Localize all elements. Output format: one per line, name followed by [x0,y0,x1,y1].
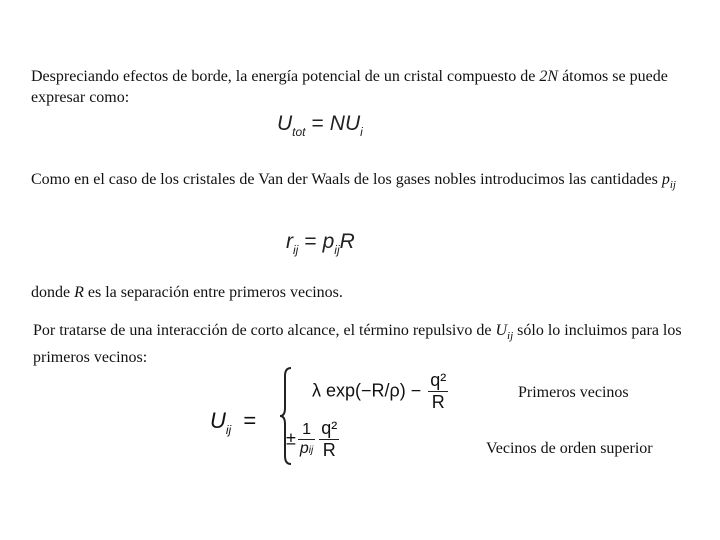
fraction [428,370,448,413]
fraction-denominator: R [319,439,339,461]
variable-2n: 2N [539,68,559,85]
fraction-denominator [298,439,315,458]
equation-rij [286,230,355,257]
eq-symbol: R [339,230,355,253]
variable-p: p [661,171,670,188]
fraction [298,421,315,458]
eq-operator: = [311,112,324,135]
condition-first-neighbors: Primeros vecinos [518,384,629,401]
fraction-numerator: 1 [302,421,312,438]
piecewise-case-higher [286,418,341,461]
equation-total-energy [277,112,363,139]
paragraph-text: donde [31,284,75,301]
fraction-denominator: R [428,391,448,413]
paragraph-van-der-waals [31,169,703,196]
eq-subscript: i [360,125,363,139]
eq-symbol: p [299,440,309,457]
eq-symbol: p [322,230,335,253]
piecewise-case-first [312,370,450,413]
eq-subscript: ij [293,243,299,257]
eq-operator: = [243,408,257,433]
fraction-numerator: q² [430,370,447,390]
eq-subscript: tot [292,125,306,139]
eq-subscript: ij [334,243,340,257]
paragraph-text: Despreciando efectos de borde, la energía potencial de un cristal compuesto de [31,68,540,85]
variable-subscript: ij [669,179,676,191]
variable-r: R [74,284,84,301]
eq-subscript: ij [225,423,232,437]
eq-symbol: U [277,112,293,135]
eq-symbol: U [210,408,226,433]
paragraph-text: Por tratarse de una interacción de corto alcance, el término repulsivo de [33,322,496,339]
eq-symbol: NU [329,112,361,135]
fraction-numerator: q² [321,418,338,438]
paragraph-r-definition [31,282,703,303]
condition-higher-neighbors: Vecinos de orden superior [486,440,653,457]
case-expression: λ exp(−R/ρ) − [312,380,427,401]
paragraph-energy-intro [31,66,703,108]
paragraph-text: es la separación entre primeros vecinos. [83,284,343,301]
eq-operator: = [304,230,317,253]
eq-subscript: ij [308,445,314,456]
paragraph-text: sólo lo incluimos para los primeros vecinos: [33,322,682,366]
piecewise-lhs [210,408,256,437]
equation-piecewise-uij [210,362,510,472]
paragraph-text: Como en el caso de los cristales de Van der Waals de los gases nobles introducimos las cantidades [31,171,662,188]
variable-subscript: ij [507,330,514,342]
eq-symbol: r [286,230,293,253]
plus-minus-sign: ± [286,428,296,449]
paragraph-text: átomos se puede expresar como: [31,68,668,106]
variable-u: U [495,322,508,339]
fraction [319,418,339,461]
paragraph-short-range [33,320,705,368]
